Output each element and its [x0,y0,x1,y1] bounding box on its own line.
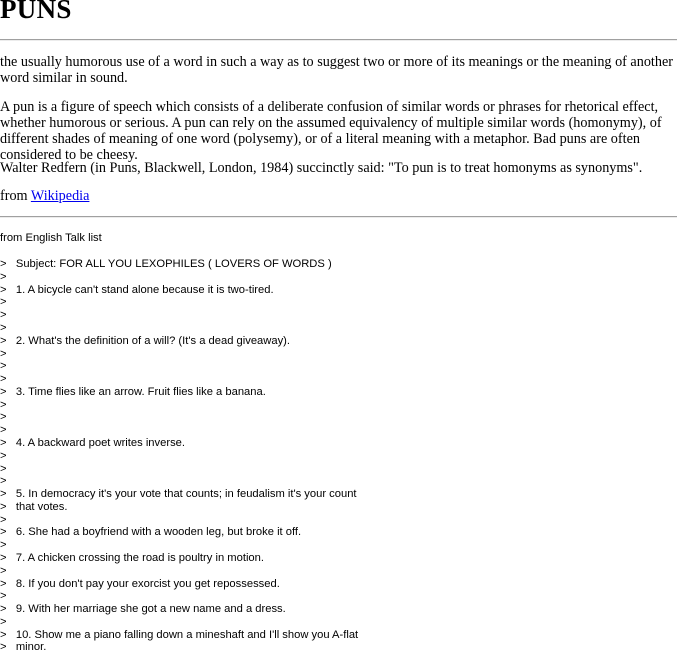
email-line: > [0,539,7,552]
email-line: > [0,449,7,462]
email-line: > [0,615,7,628]
email-line: > that votes. [0,500,68,513]
source-line [0,188,677,204]
email-line: > [0,513,7,526]
source-prefix: from [0,188,31,204]
page-title: PUNS [0,0,72,24]
bottom-divider [0,216,677,218]
email-line: > [0,398,7,411]
email-line: > [0,296,7,309]
email-line: > 7. A chicken crossing the road is poultry in motion. [0,551,264,564]
email-line: > 6. She had a boyfriend with a wooden leg, but broke it off. [0,526,302,539]
email-line: > [0,462,7,475]
email-line: > [0,411,7,424]
email-line: > [0,347,7,360]
email-line: > 2. What's the definition of a will? (It's a dead giveaway). [0,334,291,347]
email-line: > [0,564,7,577]
email-line: > minor. [0,641,47,654]
email-line: > [0,309,7,322]
wikipedia-link[interactable]: Wikipedia [30,188,90,204]
email-line: > [0,321,7,334]
email-line: > 3. Time flies like an arrow. Fruit flies like a banana. [0,385,266,398]
email-line: > [0,424,7,437]
email-line: > [0,270,7,283]
email-line: > 9. With her marriage she got a new name and a dress. [0,603,286,616]
email-line: > [0,373,7,385]
email-line: > 5. In democracy it's your vote that counts; in feudalism it's your count [0,488,357,500]
email-line: > 10. Show me a piano falling down a mineshaft and I'll show you A-flat [0,628,359,641]
top-divider [0,39,677,41]
email-line: > [0,590,7,603]
quote-paragraph: Walter Redfern (in Puns, Blackwell, London, 1984) succinctly said: "To pun is to treat homonyms as synonyms". [0,160,643,176]
email-line: > 4. A backward poet writes inverse. [0,436,185,449]
list-source: from English Talk list [0,232,102,244]
email-line: > 8. If you don't pay your exorcist you get repossessed. [0,577,280,590]
email-line: > [0,360,7,373]
description-paragraph: A pun is a figure of speech which consists of a deliberate confusion of similar words or phrases for rhetorical effect, whether humorous or serious. A pun can rely on the assumed equivalency of multiple similar words (homonymy), of different shades of meaning of one word (polysemy), or of a literal meaning with a metaphor. Bad puns are often considered to be cheesy. [0,99,662,163]
email-line: > [0,475,7,488]
definition-paragraph: the usually humorous use of a word in such a way as to suggest two or more of its meanings or the meaning of another word similar in sound. [0,54,673,86]
email-line: > 1. A bicycle can't stand alone because it is two-tired. [0,283,274,296]
email-line: > Subject: FOR ALL YOU LEXOPHILES ( LOVERS OF WORDS ) [0,258,332,270]
